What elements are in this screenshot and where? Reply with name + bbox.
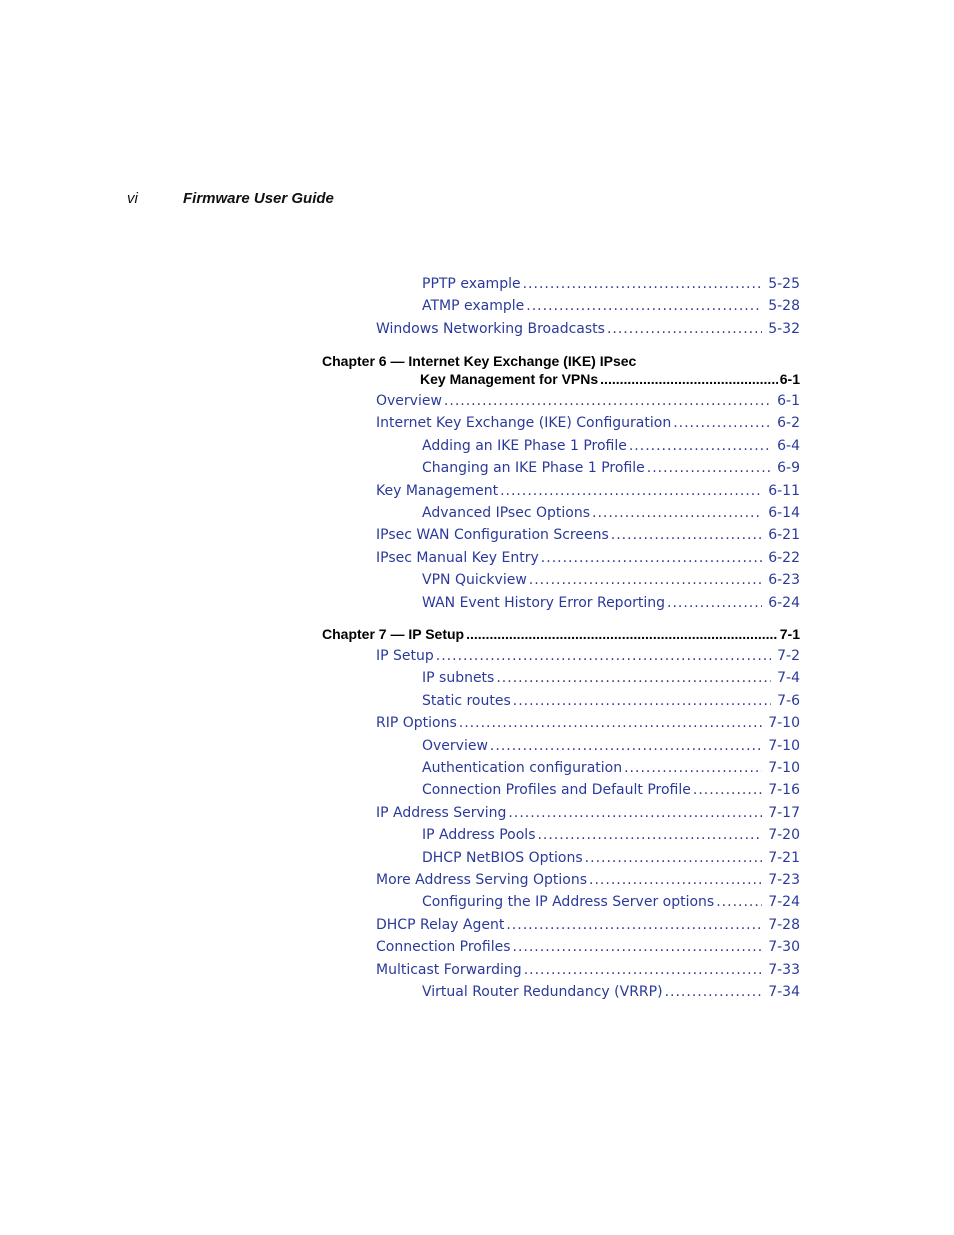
toc-entry[interactable] — [422, 692, 800, 710]
toc-entry-page: 6-14 — [768, 505, 800, 521]
toc-entry-page: 6-21 — [768, 527, 800, 544]
toc-entry-title: IP Setup — [376, 648, 434, 664]
leader-dots — [585, 849, 763, 867]
toc-entry[interactable] — [376, 549, 800, 567]
toc-entry-page: 7-33 — [768, 961, 800, 978]
leader-dots — [524, 961, 763, 979]
toc-entry-page: 7-10 — [768, 715, 800, 732]
leader-dots — [523, 275, 763, 293]
toc-entry[interactable] — [376, 916, 800, 934]
toc-entry-page: 6-24 — [768, 594, 800, 611]
toc-entry[interactable] — [422, 893, 800, 911]
leader-dots — [436, 647, 771, 665]
leader-dots — [490, 737, 762, 755]
leader-dots — [589, 871, 762, 889]
toc-entry-page: 6-22 — [768, 549, 800, 566]
toc-entry-page: 7-4 — [777, 670, 800, 687]
toc-entry[interactable] — [376, 392, 800, 410]
toc-entry[interactable] — [422, 571, 800, 589]
toc-entry[interactable] — [422, 275, 800, 293]
leader-dots — [459, 714, 762, 732]
leader-dots — [624, 759, 762, 777]
toc-entry-page: 5-28 — [768, 298, 800, 315]
leader-dots — [526, 297, 762, 315]
leader-dots — [500, 482, 762, 500]
leader-dots — [496, 669, 771, 687]
toc-entry[interactable] — [376, 647, 800, 665]
toc-entry[interactable] — [422, 504, 800, 522]
toc-entry[interactable] — [422, 669, 800, 687]
toc-entry-title: IP subnets — [422, 670, 495, 687]
chapter-6-title-line1: Chapter 6 — Internet Key Exchange (IKE) IPsec — [322, 353, 637, 369]
toc-entry-title: IP Address Pools — [422, 827, 536, 844]
toc-entry-title: ATMP example — [422, 298, 525, 315]
toc-entry-title: DHCP NetBIOS Options — [422, 849, 583, 866]
toc-entry-page: 7-30 — [768, 939, 800, 956]
toc-entry[interactable] — [422, 759, 800, 777]
leader-dots — [600, 370, 778, 388]
chapter-7-title: Chapter 7 — IP Setup — [322, 626, 465, 642]
toc-entry-page: 7-20 — [768, 827, 800, 844]
toc-entry[interactable] — [376, 320, 800, 338]
leader-dots — [508, 804, 762, 822]
toc-entry-title: IPsec WAN Configuration Screens — [376, 527, 609, 544]
page-number: vi — [127, 190, 138, 207]
leader-dots — [592, 504, 762, 522]
leader-dots — [647, 459, 771, 477]
toc-entry-title: Configuring the IP Address Server options — [422, 894, 715, 911]
toc-entry-page: 6-2 — [777, 415, 800, 432]
toc-entry-title: Multicast Forwarding — [376, 961, 522, 978]
toc-entry-title: Adding an IKE Phase 1 Profile — [422, 437, 627, 454]
chapter-6-title-line2: Key Management for VPNs — [420, 371, 599, 387]
toc-entry-title: Internet Key Exchange (IKE) Configuration — [376, 415, 672, 432]
toc-entry-page: 7-10 — [768, 737, 800, 754]
toc-entry[interactable] — [422, 983, 800, 1001]
toc-entry[interactable] — [422, 849, 800, 867]
toc-entry-title: DHCP Relay Agent — [376, 916, 505, 933]
leader-dots — [513, 692, 771, 710]
toc-entry-page: 7-23 — [768, 872, 800, 888]
toc-entry-page: 6-1 — [777, 393, 800, 409]
toc-entry-title: Changing an IKE Phase 1 Profile — [422, 460, 645, 477]
toc-entry-page: 5-25 — [768, 276, 800, 292]
toc-entry-title: PPTP example — [422, 276, 521, 292]
toc-entry-title: WAN Event History Error Reporting — [422, 594, 666, 611]
toc-entry-title: IPsec Manual Key Entry — [376, 549, 539, 566]
toc-entry[interactable] — [376, 414, 800, 432]
toc-entry-title: Connection Profiles and Default Profile — [422, 782, 691, 799]
leader-dots — [529, 571, 762, 589]
toc-entry-page: 7-28 — [768, 916, 800, 933]
toc-entry-page: 7-10 — [768, 760, 800, 776]
toc-entry-title: Key Management — [376, 482, 499, 499]
leader-dots — [667, 594, 762, 612]
toc-entry-title: IP Address Serving — [376, 804, 507, 821]
toc-entry[interactable] — [376, 714, 800, 732]
toc-entry-page: 6-23 — [768, 572, 800, 589]
leader-dots — [629, 437, 771, 455]
leader-dots — [466, 625, 778, 643]
toc-entry[interactable] — [422, 297, 800, 315]
toc-entry-page: 7-34 — [768, 984, 800, 1000]
leader-dots — [693, 781, 762, 799]
leader-dots — [607, 320, 762, 338]
toc-entry-page: 6-4 — [777, 437, 800, 454]
toc-entry-page: 7-16 — [768, 782, 800, 799]
chapter-6-page: 6-1 — [779, 371, 800, 387]
leader-dots — [716, 893, 762, 911]
toc-entry-title: Windows Networking Broadcasts — [376, 320, 605, 337]
toc-entry-title: More Address Serving Options — [376, 872, 588, 888]
toc-entry-page: 7-17 — [768, 804, 800, 821]
toc-entry[interactable] — [376, 938, 800, 956]
leader-dots — [541, 549, 762, 567]
toc-entry[interactable] — [376, 804, 800, 822]
toc-entry-title: Connection Profiles — [376, 939, 511, 956]
toc-entry-title: VPN Quickview — [422, 572, 527, 589]
leader-dots — [673, 414, 771, 432]
toc-entry[interactable] — [376, 482, 800, 500]
chapter-7-heading[interactable] — [322, 625, 800, 643]
toc-entry-title: Overview — [422, 737, 488, 754]
toc-entry-page: 7-6 — [777, 692, 800, 709]
leader-dots — [513, 938, 763, 956]
toc-entry-page: 6-11 — [768, 482, 800, 499]
toc-entry-page: 7-21 — [768, 849, 800, 866]
leader-dots — [611, 526, 762, 544]
toc-entry-title: RIP Options — [376, 715, 457, 732]
toc-entry-page: 6-9 — [777, 460, 800, 477]
toc-entry[interactable] — [422, 737, 800, 755]
toc-entry-title: Static routes — [422, 692, 511, 709]
chapter-6-heading[interactable] — [322, 352, 800, 388]
toc-entry[interactable] — [422, 826, 800, 844]
toc-entry-title: Virtual Router Redundancy (VRRP) — [422, 984, 663, 1000]
leader-dots — [665, 983, 763, 1001]
toc-entry[interactable] — [422, 594, 800, 612]
toc-entry-page: 7-24 — [768, 894, 800, 911]
toc-entry[interactable] — [376, 871, 800, 889]
toc-entry-title: Overview — [376, 393, 442, 409]
document-title: Firmware User Guide — [183, 190, 334, 207]
chapter-7-page: 7-1 — [779, 626, 800, 642]
toc-entry[interactable] — [422, 437, 800, 455]
leader-dots — [444, 392, 771, 410]
toc-entry-page: 7-2 — [777, 648, 800, 664]
toc-entry-title: Authentication configuration — [422, 760, 623, 776]
toc-entry-page: 5-32 — [768, 320, 800, 337]
toc-entry-title: Advanced IPsec Options — [422, 505, 590, 521]
toc-entry[interactable] — [376, 961, 800, 979]
leader-dots — [537, 826, 762, 844]
toc-entry[interactable] — [422, 459, 800, 477]
toc-entry[interactable] — [422, 781, 800, 799]
toc-entry[interactable] — [376, 526, 800, 544]
leader-dots — [506, 916, 762, 934]
